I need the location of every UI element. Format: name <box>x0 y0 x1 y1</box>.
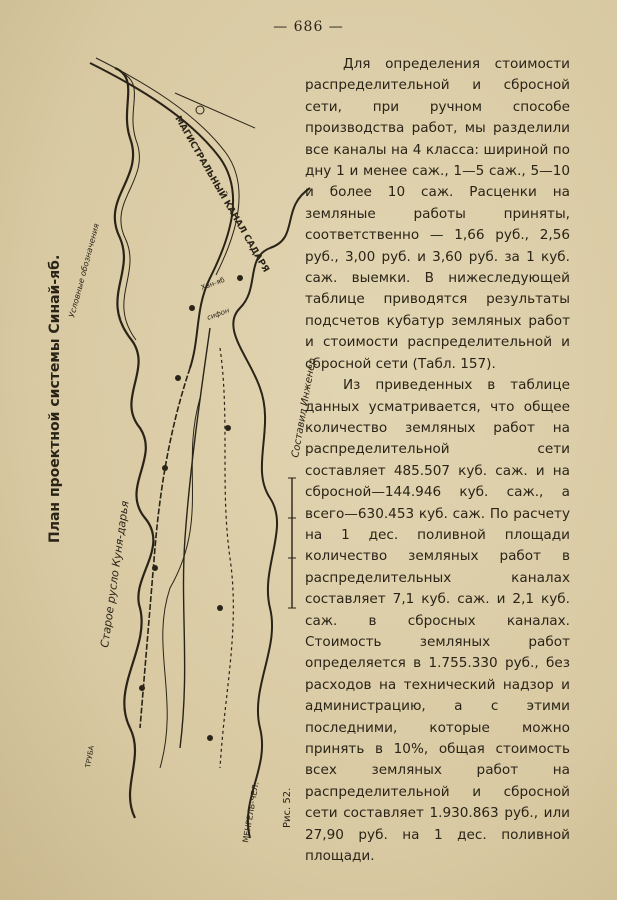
paragraph-2: Из приведенных в таблице данных усматривается, что общее количество земляных работ на распределительной сети составляет 485.507 куб. саж. и на сбросной—144.946 куб. саж., а всего—630.453 куб. саж. По расчету на 1 дес. поливной площади количество земляных работ в распределительных каналах составляет 7,1 куб. саж. и 2,1 куб. саж. в сбросных каналах. Стоимость земляных работ определяется в 1.755.330 руб., без расходов на технический надзор и администрацию, а с этими последними, которые можно принять в 10%, общая стоимость всех земляных работ на распределительной и сбросной сети составляет 1.930.863 руб., или 27,90 руб. на 1 дес. поливной площади. <box>305 377 570 865</box>
canal-d <box>160 398 200 768</box>
paragraph-1: Для определения стоимости распределительной и сбросной сети, при ручном способе производства работ, мы разделили все каналы на 4 класса: шириной по дну 1 и менее саж., 1—5 саж., 5—10 и более 10 саж. Расценки на земляные работы приняты, соответственно — 1,66 руб., 2,56 руб., 3,00 руб. и 3,60 руб. за 1 куб. саж. выемки. В нижеследующей таблице приводятся результаты подсчетов кубатур земляных работ и стоимости распределительной и сбросной сети (Табл. 157). <box>305 56 570 372</box>
map-legend <box>67 222 101 318</box>
canal-b <box>180 328 210 748</box>
figure-caption: Рис. 52. <box>282 787 293 828</box>
river-right <box>233 188 310 838</box>
page-number: — 686 — <box>273 19 344 35</box>
canal-c <box>220 348 233 768</box>
legend-title: Условные обозначения <box>67 222 102 319</box>
river-left-inner <box>121 73 140 340</box>
label-mengelik: МЕНГЕЛЬ-ЧЕЛ. <box>241 781 261 844</box>
label-main-canal: МАГИСТРАЛЬНЫЙ КАНАЛ САДАРЯ <box>172 114 271 275</box>
label-sifon: сифон <box>205 306 231 322</box>
label-truba: ТРУБА <box>84 744 96 769</box>
main-canal-bank <box>96 58 239 275</box>
map-markers <box>139 275 243 741</box>
label-khan: Хан-яб <box>199 275 226 292</box>
figure-title: План проектной системы Синай-яб. <box>47 254 63 543</box>
figure-map <box>60 48 319 848</box>
author-note: Составил Инженер <box>290 357 319 459</box>
body-text <box>305 54 570 867</box>
map-svg <box>60 48 319 848</box>
label-river-old: Старое русло Куня-дарья <box>98 499 132 649</box>
scale-bar <box>288 478 296 608</box>
